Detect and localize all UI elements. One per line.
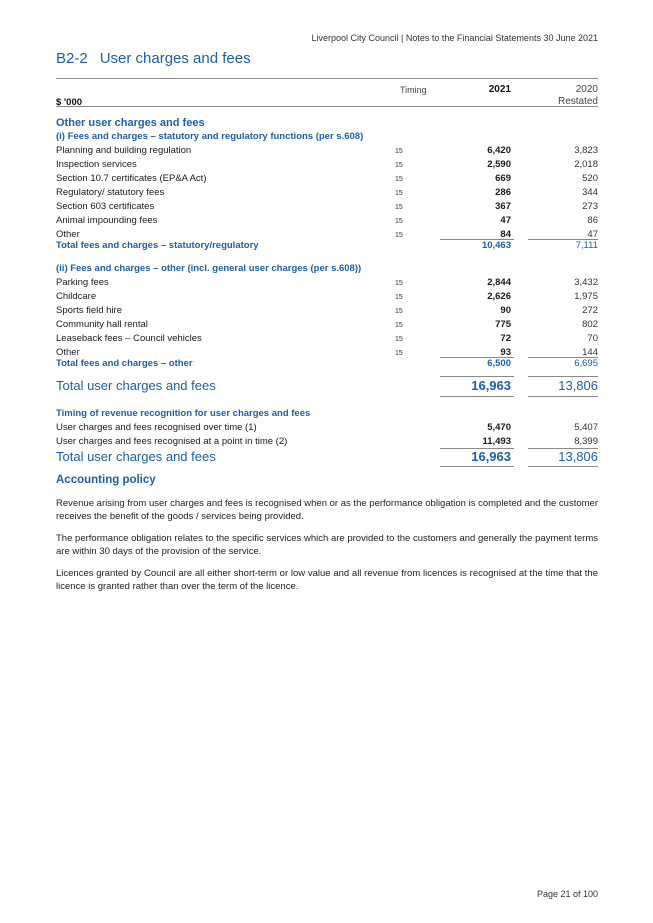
statutory-row-label: Inspection services xyxy=(56,159,137,170)
grand-total-label: Total user charges and fees xyxy=(56,378,216,393)
statutory-row-value-2020: 273 xyxy=(582,201,598,212)
other-fees-heading xyxy=(56,263,598,277)
statutory-total-row-value-2021: 10,463 xyxy=(481,240,511,251)
statutory-total-row-label: Total fees and charges – statutory/regulatory xyxy=(56,240,259,251)
statutory-row-timing: 15 xyxy=(395,148,403,155)
grand-total-top-rule-2021 xyxy=(440,376,514,377)
statutory-heading-text: (i) Fees and charges – statutory and regulatory functions (per s.608) xyxy=(56,131,364,142)
statutory-row-timing: 15 xyxy=(395,190,403,197)
timing-row-value-2021: 5,470 xyxy=(487,422,511,433)
timing-row-value-2021: 11,493 xyxy=(482,436,511,447)
statutory-row-value-2021: 669 xyxy=(495,173,511,184)
statutory-row xyxy=(56,187,598,201)
other-fees-row-timing: 15 xyxy=(395,280,403,287)
other-fees-row xyxy=(56,333,598,347)
other-total-row-value-2021: 6,500 xyxy=(487,358,511,369)
other-fees-row-value-2020: 1,975 xyxy=(574,291,598,302)
header-rule xyxy=(56,106,598,107)
statutory-row-timing: 15 xyxy=(395,204,403,211)
statutory-row-value-2021: 2,590 xyxy=(487,159,511,170)
statutory-row-value-2020: 520 xyxy=(582,173,598,184)
other-fees-row-label: Leaseback fees – Council vehicles xyxy=(56,333,202,344)
statutory-row xyxy=(56,173,598,187)
other-fees-row-label: Other xyxy=(56,347,80,358)
accounting-policy-heading: Accounting policy xyxy=(56,474,156,486)
col-2021: 2021 xyxy=(488,84,511,95)
other-fees-row-label: Childcare xyxy=(56,291,97,302)
other-fees-row xyxy=(56,305,598,319)
timing-total-bottom-rule-2020 xyxy=(528,466,598,467)
statutory-row-label: Section 10.7 certificates (EP&A Act) xyxy=(56,173,207,184)
other-fees-row-value-2021: 2,844 xyxy=(487,277,511,288)
statutory-row xyxy=(56,159,598,173)
timing-total-2021: 16,963 xyxy=(471,449,511,464)
timing-row-label: User charges and fees recognised over time (1) xyxy=(56,422,257,433)
statutory-row-label: Planning and building regulation xyxy=(56,145,192,156)
statutory-row-value-2021: 47 xyxy=(500,215,511,226)
timing-row xyxy=(56,422,598,436)
statutory-row-timing: 15 xyxy=(395,218,403,225)
statutory-total-row-value-2020: 7,111 xyxy=(575,240,598,251)
running-header: Liverpool City Council | Notes to the Financial Statements 30 June 2021 xyxy=(311,33,598,43)
timing-heading-text: Timing of revenue recognition for user charges and fees xyxy=(56,408,311,419)
timing-heading xyxy=(56,408,598,422)
other-fees-row-value-2020: 70 xyxy=(587,333,598,344)
other-fees-row-label: Parking fees xyxy=(56,277,109,288)
statutory-row-value-2020: 3,823 xyxy=(574,145,598,156)
other-fees-row-value-2021: 93 xyxy=(500,347,511,358)
col-2020: 2020 xyxy=(575,84,598,95)
grand-total-bottom-rule-2020 xyxy=(528,396,598,397)
policy-paragraph-2: The performance obligation relates to the specific services which are provided to the customers and generally the payment terms are within 30 days of the provision of the service. xyxy=(56,533,598,557)
statutory-row-label: Other xyxy=(56,229,80,240)
other-fees-heading-text: (ii) Fees and charges – other (incl. general user charges (per s.608)) xyxy=(56,263,362,274)
statutory-row-timing: 15 xyxy=(395,232,403,239)
section-title xyxy=(56,50,251,67)
other-fees-row-timing: 15 xyxy=(395,294,403,301)
other-fees-row-value-2020: 144 xyxy=(582,347,598,358)
other-fees-row-value-2020: 3,432 xyxy=(574,277,598,288)
statutory-row-timing: 15 xyxy=(395,162,403,169)
statutory-row-label: Section 603 certificates xyxy=(56,201,155,212)
other-total-row-value-2020: 6,695 xyxy=(574,358,598,369)
statutory-row-value-2021: 286 xyxy=(495,187,511,198)
other-charges-heading xyxy=(56,117,598,131)
grand-total-row xyxy=(56,378,598,396)
other-total-row-label: Total fees and charges – other xyxy=(56,358,193,369)
timing-row xyxy=(56,436,598,450)
other-charges-heading-text: Other user charges and fees xyxy=(56,117,205,129)
grand-total-2020: 13,806 xyxy=(558,378,598,393)
other-fees-row-timing: 15 xyxy=(395,336,403,343)
page-number: Page 21 of 100 xyxy=(536,889,598,899)
other-fees-row-value-2020: 802 xyxy=(582,319,598,330)
other-fees-row-value-2021: 90 xyxy=(500,305,511,316)
other-fees-row-label: Sports field hire xyxy=(56,305,123,316)
other-fees-row-value-2021: 72 xyxy=(500,333,511,344)
other-fees-row xyxy=(56,277,598,291)
grand-total-top-rule-2020 xyxy=(528,376,598,377)
other-fees-row-value-2021: 775 xyxy=(495,319,511,330)
statutory-row-label: Regulatory/ statutory fees xyxy=(56,187,165,198)
timing-row-label: User charges and fees recognised at a point in time (2) xyxy=(56,436,288,447)
col-restated: Restated xyxy=(557,96,598,107)
statutory-row-value-2020: 344 xyxy=(582,187,598,198)
other-total-row xyxy=(56,358,598,372)
grand-total-2021: 16,963 xyxy=(471,378,511,393)
timing-row-value-2020: 5,407 xyxy=(574,422,598,433)
statutory-row-label: Animal impounding fees xyxy=(56,215,158,226)
other-fees-row-value-2020: 272 xyxy=(582,305,598,316)
col-units: $ '000 xyxy=(56,97,83,108)
statutory-row-value-2021: 6,420 xyxy=(487,145,511,156)
policy-paragraph-1: Revenue arising from user charges and fees is recognised when or as the performance obligation is completed and the customer receives the benefit of the goods / services being provided. xyxy=(56,498,598,522)
other-fees-row-value-2021: 2,626 xyxy=(487,291,511,302)
other-fees-row-timing: 15 xyxy=(395,350,403,357)
statutory-row-value-2020: 2,018 xyxy=(574,159,598,170)
grand-total-bottom-rule-2021 xyxy=(440,396,514,397)
section-title-text: User charges and fees xyxy=(99,50,251,67)
policy-paragraph-3: Licences granted by Council are all either short-term or low value and all revenue from licences is recognised at the time that the licence is granted rather than over the term of the licence. xyxy=(56,568,598,592)
statutory-row-value-2021: 367 xyxy=(495,201,511,212)
statutory-heading xyxy=(56,131,598,145)
timing-row-value-2020: 8,399 xyxy=(574,436,598,447)
title-rule xyxy=(56,78,598,79)
other-fees-row-timing: 15 xyxy=(395,308,403,315)
other-fees-row-label: Community hall rental xyxy=(56,319,148,330)
statutory-row-value-2021: 84 xyxy=(500,229,511,240)
timing-total-2020: 13,806 xyxy=(558,449,598,464)
timing-total-bottom-rule-2021 xyxy=(440,466,514,467)
statutory-row-value-2020: 86 xyxy=(587,215,598,226)
statutory-row xyxy=(56,215,598,229)
col-timing: Timing xyxy=(400,85,427,95)
other-fees-row xyxy=(56,291,598,305)
other-fees-row xyxy=(56,319,598,333)
statutory-total-row xyxy=(56,240,598,254)
other-fees-row-timing: 15 xyxy=(395,322,403,329)
statutory-row xyxy=(56,145,598,159)
timing-total-label: Total user charges and fees xyxy=(56,449,216,464)
statutory-row-timing: 15 xyxy=(395,176,403,183)
timing-total-row xyxy=(56,449,598,467)
statutory-row xyxy=(56,201,598,215)
statutory-row-value-2020: 47 xyxy=(587,229,598,240)
section-number: B2-2 xyxy=(56,50,88,67)
